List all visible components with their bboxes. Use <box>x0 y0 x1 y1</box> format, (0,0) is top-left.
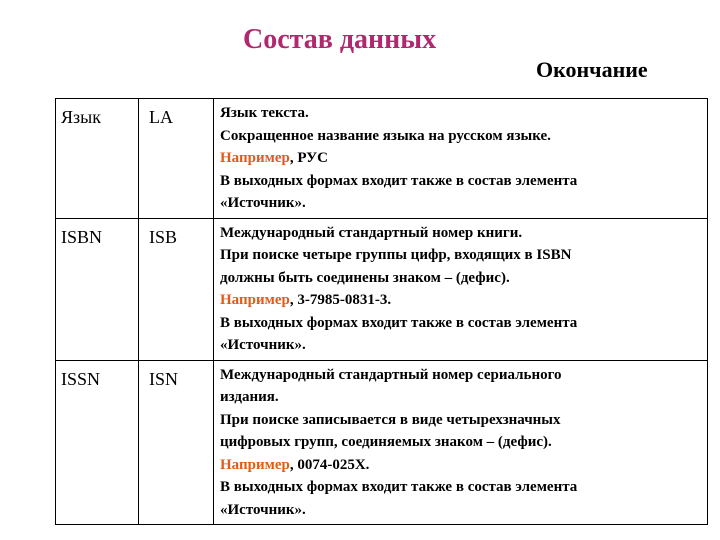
table-row <box>56 218 708 360</box>
description-line: Международный стандартный номер сериального <box>220 366 562 383</box>
example-line <box>220 289 703 312</box>
description-line: издания. <box>220 389 279 405</box>
field-description-cell <box>214 99 708 219</box>
description-line: должны быть соединены знаком – (дефис). <box>220 269 510 286</box>
example-label: Например <box>220 150 290 166</box>
table-row <box>56 360 708 525</box>
table-row <box>56 99 708 219</box>
example-line <box>220 454 703 477</box>
example-label: Например <box>220 456 290 473</box>
description-line: «Источник». <box>220 337 306 353</box>
field-name-cell: Язык <box>56 99 139 219</box>
description-line: При поиске четыре группы цифр, входящих в ISBN <box>220 247 572 263</box>
description-line: В выходных формах входит также в состав элемента <box>220 479 578 495</box>
description-line: цифровых групп, соединяемых знаком – (дефис). <box>220 434 552 450</box>
example-line <box>220 147 703 170</box>
description-line: «Источник». <box>220 501 306 518</box>
slide-title: Состав данных <box>243 24 437 55</box>
field-name-cell: ISBN <box>56 218 139 360</box>
description-line: Язык текста. <box>220 105 309 121</box>
description-line: Международный стандартный номер книги. <box>220 224 523 241</box>
field-description-cell <box>214 360 708 525</box>
description-line: Сокращенное название языка на русском языке. <box>220 127 551 144</box>
field-code-cell: ISN <box>139 360 214 525</box>
example-value: , 3-7985-0831-3. <box>289 292 392 308</box>
field-code-cell: LA <box>139 99 214 219</box>
description-line: При поиске записывается в виде четырехзначных <box>220 411 561 428</box>
description-line: В выходных формах входит также в состав элемента <box>220 172 578 189</box>
field-description-cell <box>214 218 708 360</box>
field-code-cell: ISB <box>139 218 214 360</box>
data-table <box>55 98 708 525</box>
example-value: , 0074-025X. <box>289 456 370 473</box>
example-value: , РУС <box>289 150 328 166</box>
example-label: Например <box>220 292 290 308</box>
description-line: «Источник». <box>220 195 306 211</box>
slide-subtitle: Окончание <box>536 57 648 82</box>
field-name-cell: ISSN <box>56 360 139 525</box>
description-line: В выходных формах входит также в состав элемента <box>220 314 578 331</box>
